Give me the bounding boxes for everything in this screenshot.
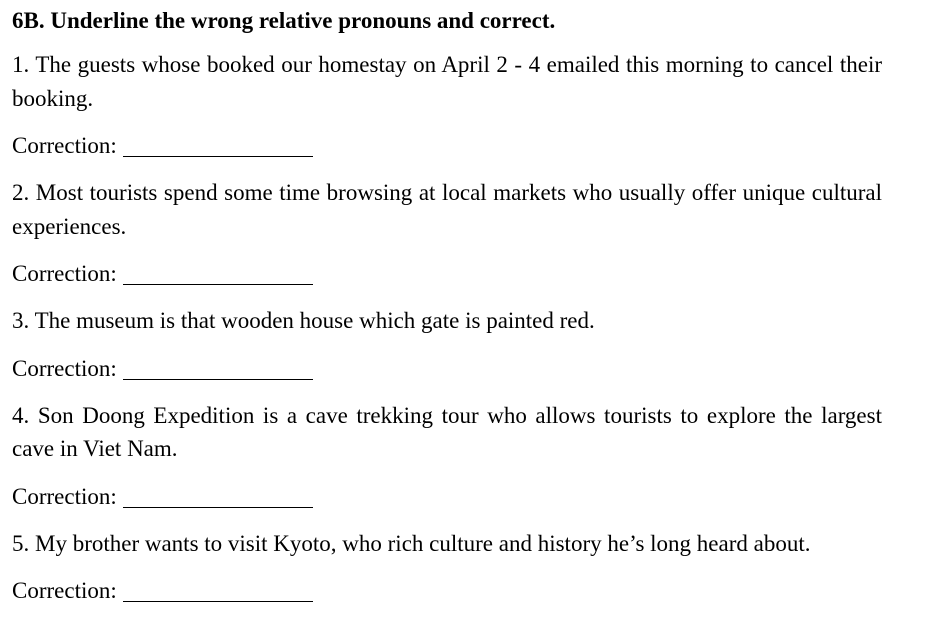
- exercise-item-5: [12, 527, 882, 608]
- correction-blank[interactable]: [123, 356, 313, 380]
- correction-blank[interactable]: [123, 133, 313, 157]
- correction-row: [12, 129, 882, 162]
- correction-label: Correction:: [12, 578, 117, 604]
- correction-row: [12, 480, 882, 513]
- exercise-item-3: [12, 304, 882, 385]
- exercise-item-1: [12, 48, 882, 162]
- item-text: 3. The museum is that wooden house which gate is painted red.: [12, 308, 595, 334]
- correction-blank[interactable]: [123, 261, 313, 285]
- correction-row: [12, 574, 882, 607]
- correction-label: Correction:: [12, 483, 117, 509]
- item-text: 5. My brother wants to visit Kyoto, who rich culture and history he’s long heard about.: [12, 531, 811, 557]
- correction-row: [12, 257, 882, 290]
- exercise-heading: 6B. Underline the wrong relative pronouns and correct.: [12, 8, 556, 33]
- correction-label: Correction:: [12, 133, 117, 159]
- item-text: 1. The guests whose booked our homestay on April 2 - 4 emailed this morning to cancel their booking.: [12, 52, 882, 111]
- correction-blank[interactable]: [123, 578, 313, 602]
- correction-label: Correction:: [12, 261, 117, 287]
- item-text: 2. Most tourists spend some time browsing at local markets who usually offer unique cultural experiences.: [12, 180, 882, 239]
- correction-row: [12, 352, 882, 385]
- exercise-item-4: [12, 399, 882, 513]
- item-text: 4. Son Doong Expedition is a cave trekking tour who allows tourists to explore the largest cave in Viet Nam.: [12, 403, 882, 462]
- exercise-item-2: [12, 176, 882, 290]
- correction-label: Correction:: [12, 355, 117, 381]
- correction-blank[interactable]: [123, 484, 313, 508]
